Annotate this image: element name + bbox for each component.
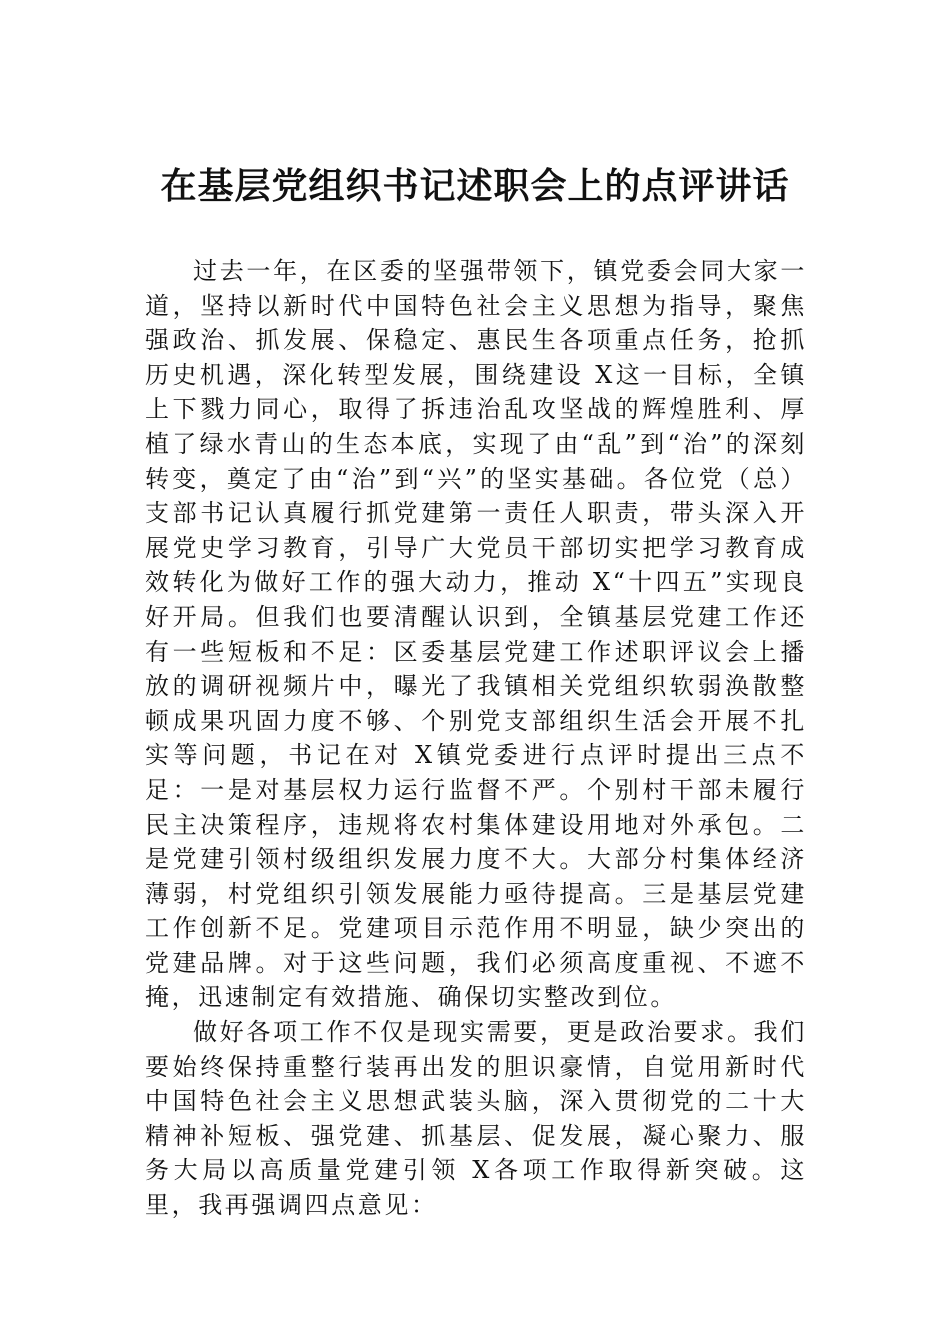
document-title: 在基层党组织书记述职会上的点评讲话 (160, 165, 790, 207)
paragraph-2: 做好各项工作不仅是现实需要，更是政治要求。我们要始终保持重整行装再出发的胆识豪情，自觉用新时代中国特色社会主义思想武装头脑，深入贯彻党的二十大精神补短板、强党建、抓基层、促发展，凝心聚力、服务大局以高质量党建引领 X各项工作取得新突破。这里，我再强调四点意见： (145, 1018, 807, 1220)
document-body (145, 254, 807, 1223)
paragraph-1: 过去一年，在区委的坚强带领下，镇党委会同大家一道，坚持以新时代中国特色社会主义思想为指导，聚焦强政治、抓发展、保稳定、惠民生各项重点任务，抢抓历史机遇，深化转型发展，围绕建设 X这一目标，全镇上下戮力同心，取得了拆违治乱攻坚战的辉煌胜利、厚植了绿水青山的生态本底，实现了由“乱”到“治”的深刻转变，奠定了由“治”到“兴”的坚实基础。各位党（总）支部书记认真履行抓党建第一责任人职责，带头深入开展党史学习教育，引导广大党员干部切实把学习教育成效转化为做好工作的强大动力，推动 X“十四五”实现良好开局。但我们也要清醒认识到，全镇基层党建工作还有一些短板和不足：区委基层党建工作述职评议会上播放的调研视频片中，曝光了我镇相关党组织软弱涣散整顿成果巩固力度不够、个别党支部组织生活会开展不扎实等问题，书记在对 X镇党委进行点评时提出三点不足：一是对基层权力运行监督不严。个别村干部未履行民主决策程序，违规将农村集体建设用地对外承包。二是党建引领村级组织发展力度不大。大部分村集体经济薄弱，村党组织引领发展能力亟待提高。三是基层党建工作创新不足。党建项目示范作用不明显，缺少突出的党建品牌。对于这些问题，我们必须高度重视、不遮不掩，迅速制定有效措施、确保切实整改到位。 (145, 257, 807, 1012)
